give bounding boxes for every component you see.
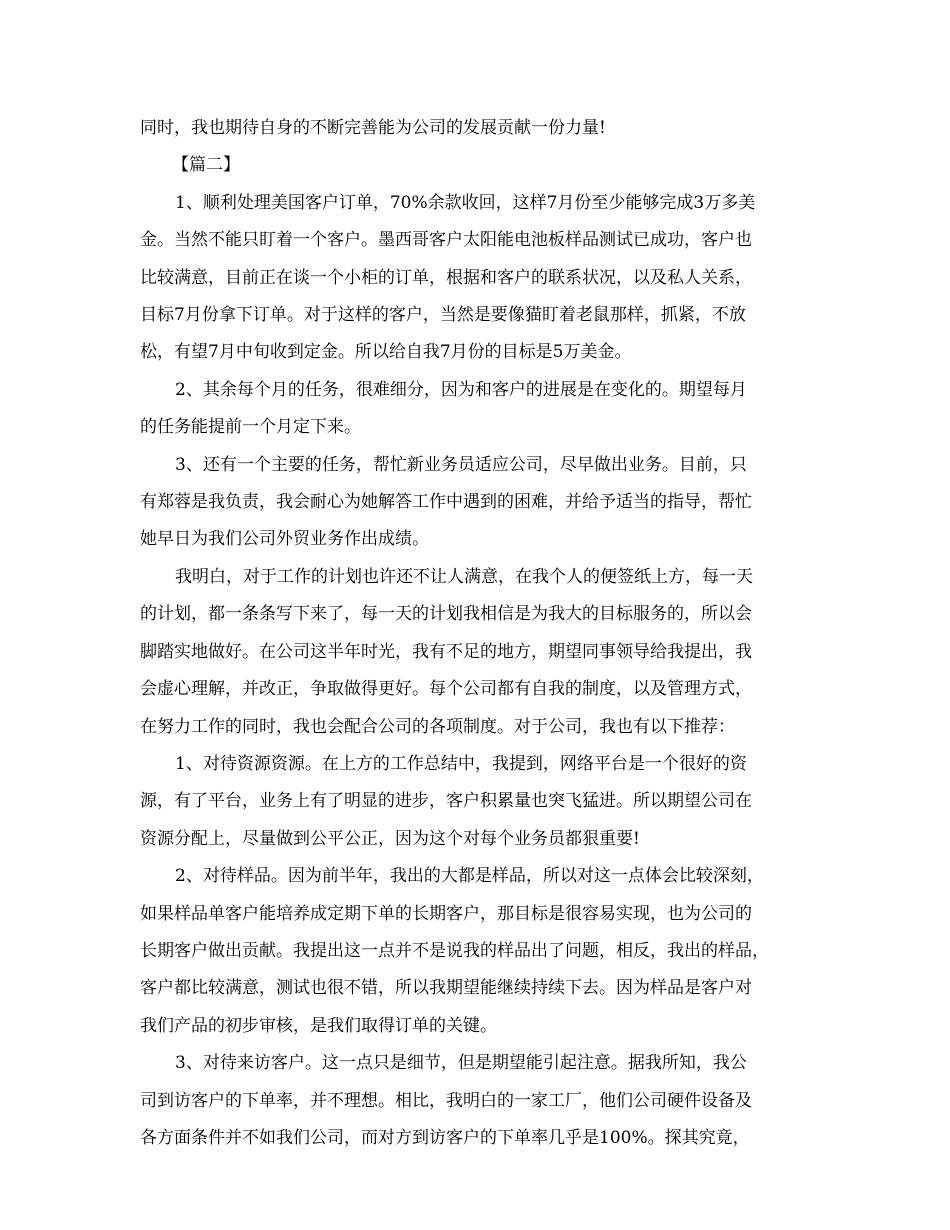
text-line: 金。当然不能只盯着一个客户。墨西哥客户太阳能电池板样品测试已成功，客户也 xyxy=(140,230,752,250)
text-line: 1、对待资源资源。在上方的工作总结中，我提到，网络平台是一个很好的资 xyxy=(175,754,747,774)
text-line: 司到访客户的下单率，并不理想。相比，我明白的一家工厂，他们公司硬件设备及 xyxy=(140,1091,752,1111)
text-line: 源，有了平台，业务上有了明显的进步，客户积累量也突飞猛进。所以期望公司在 xyxy=(140,791,752,811)
text-line: 会虚心理解，并改正，争取做得更好。每个公司都有自我的制度，以及管理方式， xyxy=(140,679,752,699)
section-heading: 【篇二】 xyxy=(172,155,240,175)
text-line: 2、其余每个月的任务，很难细分，因为和客户的进展是在变化的。期望每月 xyxy=(175,380,747,400)
text-line: 有郑蓉是我负责，我会耐心为她解答工作中遇到的困难，并给予适当的指导，帮忙 xyxy=(140,492,752,512)
text-line: 的计划，都一条条写下来了，每一天的计划我相信是为我大的目标服务的，所以会 xyxy=(140,604,752,624)
text-line: 3、还有一个主要的任务，帮忙新业务员适应公司，尽早做出业务。目前，只 xyxy=(175,455,747,475)
text-line: 长期客户做出贡献。我提出这一点并不是说我的样品出了问题，相反，我出的样品， xyxy=(140,941,769,961)
text-line: 目标7月份拿下订单。对于这样的客户，当然是要像猫盯着老鼠那样，抓紧，不放 xyxy=(140,305,746,325)
text-line: 比较满意，目前正在谈一个小柜的订单，根据和客户的联系状况，以及私人关系， xyxy=(140,268,752,288)
text-line: 客户都比较满意，测试也很不错，所以我期望能继续持续下去。因为样品是客户对 xyxy=(140,978,752,998)
text-line: 我们产品的初步审核，是我们取得订单的关键。 xyxy=(140,1016,497,1036)
text-line: 2、对待样品。因为前半年，我出的大都是样品，所以对这一点体会比较深刻， xyxy=(175,866,764,886)
text-line: 同时，我也期待自身的不断完善能为公司的发展贡献一份力量! xyxy=(140,118,606,138)
text-line: 我明白，对于工作的计划也许还不让人满意，在我个人的便签纸上方，每一天 xyxy=(175,567,753,587)
text-line: 在努力工作的同时，我也会配合公司的各项制度。对于公司，我也有以下推荐： xyxy=(140,717,735,737)
text-line: 1、顺利处理美国客户订单，70%余款收回，这样7月份至少能够完成3万多美 xyxy=(175,193,756,213)
text-line: 如果样品单客户能培养成定期下单的长期客户，那目标是很容易实现，也为公司的 xyxy=(140,904,752,924)
text-line: 松，有望7月中旬收到定金。所以给自我7月份的目标是5万美金。 xyxy=(140,342,632,362)
text-line: 各方面条件并不如我们公司，而对方到访客户的下单率几乎是100%。探其究竟， xyxy=(140,1128,750,1148)
text-line: 资源分配上，尽量做到公平公正，因为这个对每个业务员都狠重要! xyxy=(140,829,640,849)
text-line: 的任务能提前一个月定下来。 xyxy=(140,417,361,437)
text-line: 3、对待来访客户。这一点只是细节，但是期望能引起注意。据我所知，我公 xyxy=(175,1053,747,1073)
text-line: 脚踏实地做好。在公司这半年时光，我有不足的地方，期望同事领导给我提出，我 xyxy=(140,642,752,662)
text-line: 她早日为我们公司外贸业务作出成绩。 xyxy=(140,529,429,549)
